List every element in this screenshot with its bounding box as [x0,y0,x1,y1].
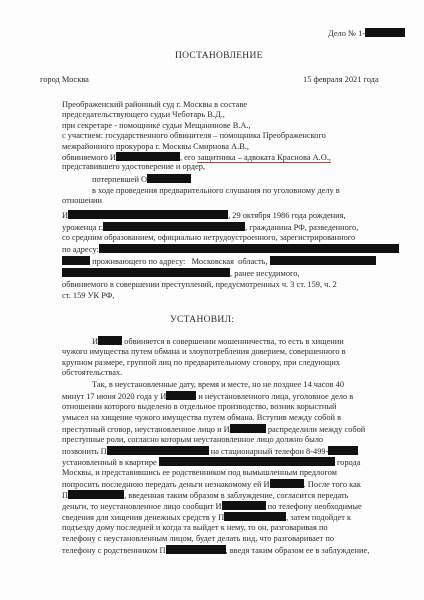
section-title: УСТАНОВИЛ: [170,315,235,325]
redaction [62,256,90,265]
redaction [98,336,122,345]
text-line: умысел на хищение чужого имущества путем обмана. Вступив между собой в [62,413,342,422]
text-line: со средним образованием, официально нетрудоустроенного, зарегистрированного [62,233,356,242]
redaction [147,174,191,183]
text-line: И обвиняется в совершении мошенничества, то есть в хищении [92,337,344,346]
redaction [166,391,196,400]
text-line: Преображенский районный суд г. Москвы в составе [62,100,248,109]
text-line: телефону с родственником П , введя таким образом ее в заблуждение, [62,546,370,555]
text-line: отношении [62,196,103,205]
text-line: И , 29 октября 1986 года рождения, [62,211,346,220]
text-line: попросить последнюю передать деньги незнакомому ей И . После того как [62,480,361,489]
text-line: проживающего по адресу: Московская область, [62,256,376,268]
text-line: преступный сговор, неустановленное лицо и И распределили между собой [62,425,366,434]
text-line: отношении которого выделено в отдельное производство, возник корыстный [62,402,337,411]
redaction [68,490,124,499]
redaction [62,268,230,277]
text-line: позвонить П на стационарный телефон 8-499- [62,446,358,458]
redaction [68,210,228,219]
document-date: 15 февраля 2021 года [303,75,379,84]
text-line: установленный в квартире города [62,458,361,467]
redaction [222,501,266,510]
redaction [159,457,335,466]
text-line: при секретаре - помощнике судьи Мещанинове В.А., [62,121,251,130]
redaction [270,479,304,488]
case-number: Дело № 1- [328,28,405,40]
redaction [103,222,245,231]
text-line: телефону с неустановленным лицом, будет делать вид, что разговаривает по [62,534,335,543]
text-line: обстоятельствах. [62,368,123,377]
text-line: подъезду дому последней и когда та выйдет к нему, то он, разговаривая по [62,523,328,532]
defender-name: защитника – адвоката Краснова А.О., [197,153,332,162]
redaction [328,446,358,455]
text-line: минут 17 июня 2020 года у И и неустановленного лица, уголовное дело в [62,392,354,401]
text-line: Так, в неустановленные дату, время и месте, но не позднее 14 часов 40 [92,380,345,389]
text-line: П , введенная таким образом в заблуждение, согласится передать [62,491,349,500]
document-title: ПОСТАНОВЛЕНИЕ [175,51,263,61]
redaction [107,446,209,455]
text-line: председательствующего судьи Чеботарь В.Д., [62,110,225,119]
text-line: в ходе проведения предварительного слушания по уголовному делу в [92,186,340,195]
document-city: город Москва [40,75,89,84]
text-line: уроженца г. , гражданина РФ, разведенного, [62,223,359,232]
redaction [270,256,376,265]
text-line: ст. 159 УК РФ, [62,291,115,300]
text-line: обвиняемого в совершении преступлений, предусмотренных ч. 3 ст. 159, ч. 2 [62,280,337,289]
text-line: по адресу: [62,244,399,256]
redaction [99,244,399,253]
redaction [116,152,180,161]
text-line: преступные роли, согласно которым неустановленное лицо должно было [62,435,324,444]
text-line: сведения для хищения денежных средств у П , затем подойдет к [62,513,352,522]
text-line: с участием: государственного обвинителя – помощника Преображенского [62,131,326,140]
text-line: деньги, то неустановленное лицо сообщит И по телефону необходимые [62,502,362,511]
text-line: Москвы, и представившись ее родственником под вымышленным предлогом [62,468,337,477]
text-line: представившего удостоверение и ордер, [62,162,205,171]
redaction [224,512,286,521]
redaction [166,545,226,554]
redaction [230,424,266,433]
text-line: межрайонного прокурора г. Москвы Смирнова А.В., [62,142,249,151]
text-line: чужого имущества путем обмана и злоупотребления доверием, совершенного в [62,347,346,356]
text-line: крупном размере, группой лиц по предварительному сговору, при следующих [62,358,340,367]
text-line: , ранее несудимого, [62,268,300,280]
redaction [365,28,405,37]
text-line: потерпевшей О [92,174,191,186]
text-line: обвиняемого И , его защитника – адвоката Краснова А.О., [62,153,332,162]
